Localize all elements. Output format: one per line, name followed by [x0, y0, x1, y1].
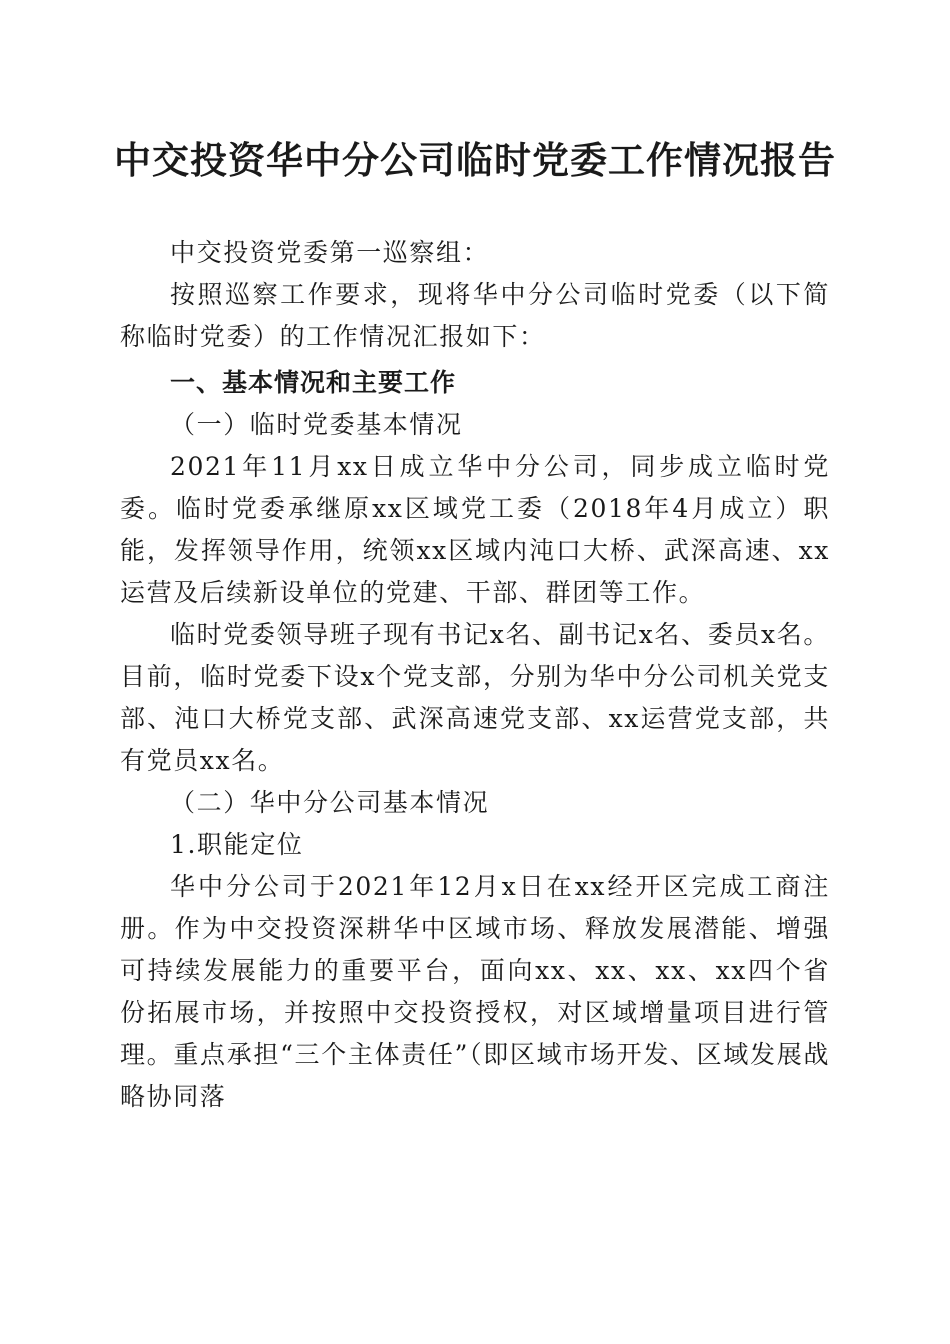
subsection-heading-1: （一）临时党委基本情况	[170, 410, 463, 439]
paragraph-2: 临时党委领导班子现有书记x名、副书记x名、委员x名。目前，临时党委下设x个党支部，分别为华中分公司机关党支部、沌口大桥党支部、武深高速党支部、xx运营党支部，共有党员xx名。	[120, 620, 830, 775]
section-heading-1: 一、基本情况和主要工作	[170, 368, 457, 397]
subsection-heading-2: （二）华中分公司基本情况	[170, 788, 490, 817]
item-heading-1: 1.职能定位	[170, 830, 304, 859]
salutation: 中交投资党委第一巡察组：	[170, 238, 490, 267]
intro-paragraph: 按照巡察工作要求，现将华中分公司临时党委（以下简称临时党委）的工作情况汇报如下：	[120, 280, 830, 351]
paragraph-1: 2021年11月xx日成立华中分公司，同步成立临时党委。临时党委承继原xx区域党工委（2018年4月成立）职能，发挥领导作用，统领xx区域内沌口大桥、武深高速、xx运营及后续新设单位的党建、干部、群团等工作。	[120, 452, 830, 607]
paragraph-3: 华中分公司于2021年12月x日在xx经开区完成工商注册。作为中交投资深耕华中区域市场、释放发展潜能、增强可持续发展能力的重要平台，面向xx、xx、xx、xx四个省份拓展市场，并按照中交投资授权，对区域增量项目进行管理。重点承担“三个主体责任”（即区域市场开发、区域发展战略协同落	[120, 872, 830, 1111]
document-title: 中交投资华中分公司临时党委工作情况报告	[114, 138, 836, 182]
document-body	[120, 232, 830, 1118]
